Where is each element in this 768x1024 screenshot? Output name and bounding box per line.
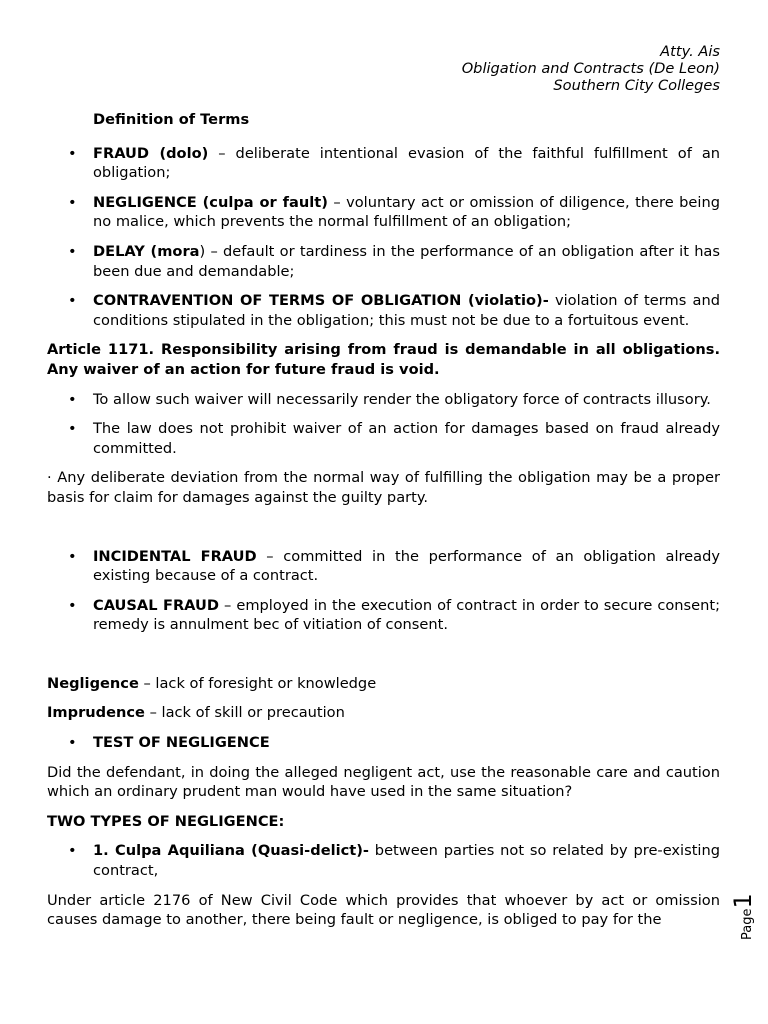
waiver-list	[47, 390, 720, 459]
fraud-type-text: – committed in the performance of an obligation already existing because of a contract.	[93, 547, 721, 585]
section-heading: Definition of Terms	[93, 111, 250, 128]
article-1171: Article 1171. Responsibility arising from fraud is demandable in all obligations. Any waiver of an action for future fraud is void.	[47, 341, 720, 378]
definition-text: – voluntary act or omission of diligence, there being no malice, which prevents the normal fulfillment of an obligation;	[93, 193, 720, 231]
header-author: Atty. Ais	[660, 43, 720, 60]
fraud-type-term: INCIDENTAL FRAUD	[93, 547, 257, 565]
test-heading: • TEST OF NEGLIGENCE	[47, 733, 720, 753]
definition-term: CONTRAVENTION OF TERMS OF OBLIGATION (violatio)-	[93, 292, 549, 310]
negligence-type-item	[47, 841, 720, 880]
definition-term: NEGLIGENCE (culpa or fault)	[93, 193, 328, 211]
imprudence-definition: Imprudence – lack of skill or precaution	[47, 704, 345, 722]
fraud-type-term: CAUSAL FRAUD	[93, 596, 219, 614]
page-label-text: Page	[740, 908, 755, 940]
definitions-list	[47, 144, 720, 331]
page-number	[729, 880, 764, 940]
definition-term: FRAUD (dolo)	[93, 144, 209, 162]
definition-text: – deliberate intentional evasion of the faithful fulfillment of an obligation;	[93, 144, 721, 182]
fraud-type-item	[47, 547, 720, 586]
definition-item	[47, 144, 720, 183]
article-2176-paragraph: Under article 2176 of New Civil Code which provides that whoever by act or omission causes damage to another, there being fault or negligence, is obliged to pay for the	[47, 891, 720, 929]
definition-item	[47, 291, 720, 330]
header-course: Obligation and Contracts (De Leon)	[461, 60, 720, 77]
fraud-type-item	[47, 596, 720, 635]
negligence-type-term: 1. Culpa Aquiliana (Quasi-delict)-	[93, 842, 369, 860]
page-number-value: 1	[729, 893, 757, 909]
spacer	[47, 645, 720, 674]
header-school: Southern City Colleges	[553, 77, 720, 94]
document-header	[462, 43, 720, 94]
waiver-point: • To allow such waiver will necessarily render the obligatory force of contracts illusory.	[47, 390, 720, 410]
definition-text: ) – default or tardiness in the performance of an obligation after it has been due and demandable;	[93, 242, 720, 280]
negligence-type-text: between parties not so related by pre-existing contract,	[93, 842, 720, 880]
two-types-heading: TWO TYPES OF NEGLIGENCE:	[47, 812, 285, 830]
spacer	[47, 518, 720, 547]
waiver-point: • The law does not prohibit waiver of an action for damages based on fraud already committed.	[47, 419, 720, 458]
fraud-type-text: – employed in the execution of contract in order to secure consent; remedy is annulment bec of vitiation of consent.	[93, 596, 721, 634]
negligence-definition: Negligence – lack of foresight or knowledge	[47, 674, 377, 692]
test-list	[47, 733, 720, 753]
definition-text: violation of terms and conditions stipulated in the obligation; this must not be due to a fortuitous event.	[93, 292, 720, 329]
definition-item	[47, 193, 720, 232]
document-body	[47, 110, 720, 940]
test-paragraph: Did the defendant, in doing the alleged negligent act, use the reasonable care and caution which an ordinary prudent man would have used in the same situation?	[47, 763, 720, 801]
fraud-types-list	[47, 547, 720, 635]
negligence-types-list	[47, 841, 720, 880]
definition-item	[47, 242, 720, 281]
definition-term: DELAY (mora	[93, 242, 200, 260]
deviation-paragraph: · Any deliberate deviation from the normal way of fulfilling the obligation may be a proper basis for claim for damages against the guilty party.	[47, 469, 720, 506]
